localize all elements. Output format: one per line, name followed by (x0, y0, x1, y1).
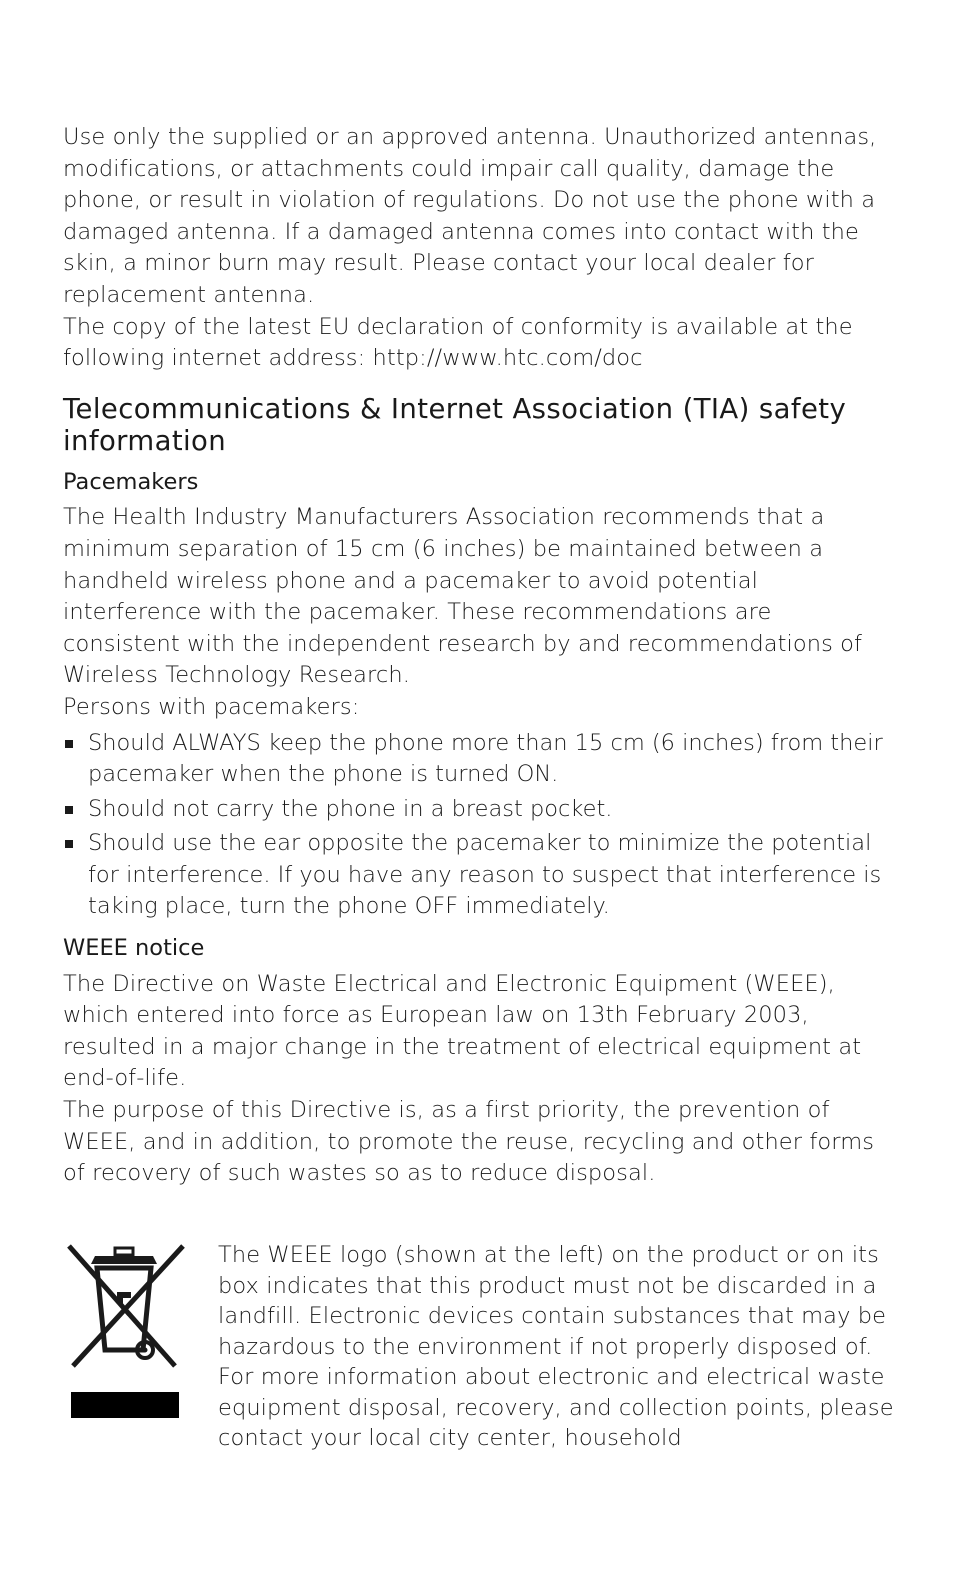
list-item (63, 828, 893, 923)
square-bullet-icon (65, 806, 73, 814)
weee-logo-paragraph: The WEEE logo (shown at the left) on the product or on its box indicates that this product must not be discarded in a landfill. Electronic devices contain substances that may be hazardous to the environment if not properly disposed of. For more information about electronic and electrical waste equipment disposal, recovery, and collection points, please contact your local city center, household (218, 1242, 894, 1451)
weee-logo-block (63, 1240, 893, 1500)
tia-heading: Telecommunications & Internet Association (TIA) safety information (63, 392, 847, 457)
pacemakers-subheading: Pacemakers (63, 468, 199, 495)
list-item (63, 728, 893, 791)
pacemakers-paragraph: The Health Industry Manufacturers Association recommends that a minimum separation of 15 cm (6 inches) be maintained between a handheld wireless phone and a pacemaker to avoid potential interference with the pacemaker. These recommendations are consistent with the independent research by and recommendations of Wireless Technology Research. (63, 504, 863, 689)
pacemakers-list (63, 728, 893, 924)
weee-paragraph-2: The purpose of this Directive is, as a first priority, the prevention of WEEE, and in addition, to promote the reuse, recycling and other forms of recovery of such wastes so as to reduce disposal. (63, 1097, 875, 1187)
list-item-text: Should ALWAYS keep the phone more than 15 cm (6 inches) from their pacemaker when the phone is turned ON. (88, 729, 883, 788)
list-item-text: Should not carry the phone in a breast pocket. (88, 795, 613, 822)
square-bullet-icon (65, 840, 73, 848)
eu-declaration-paragraph: The copy of the latest EU declaration of conformity is available at the following internet address: http://www.htc.com/doc (63, 313, 853, 372)
crossed-out-wheelie-bin-icon (65, 1242, 185, 1422)
document-page (63, 122, 893, 1190)
pacemakers-intro: Persons with pacemakers: (63, 693, 360, 720)
weee-paragraph-1: The Directive on Waste Electrical and Electronic Equipment (WEEE), which entered into force as European law on 13th February 2003, resulted in a major change in the treatment of electrical equipment at end-of-life. (63, 970, 862, 1092)
antenna-paragraph: Use only the supplied or an approved antenna. Unauthorized antennas, modifications, or attachments could impair call quality, damage the phone, or result in violation of regulations. Do not use the phone with a damaged antenna. If a damaged antenna comes into contact with the skin, a minor burn may result. Please contact your local dealer for replacement antenna. (63, 124, 877, 308)
weee-subheading: WEEE notice (63, 935, 205, 962)
list-item-text: Should use the ear opposite the pacemaker to minimize the potential for interference. If you have any reason to suspect that interference is taking place, turn the phone OFF immediately. (88, 830, 882, 920)
list-item (63, 794, 893, 826)
square-bullet-icon (65, 740, 73, 748)
